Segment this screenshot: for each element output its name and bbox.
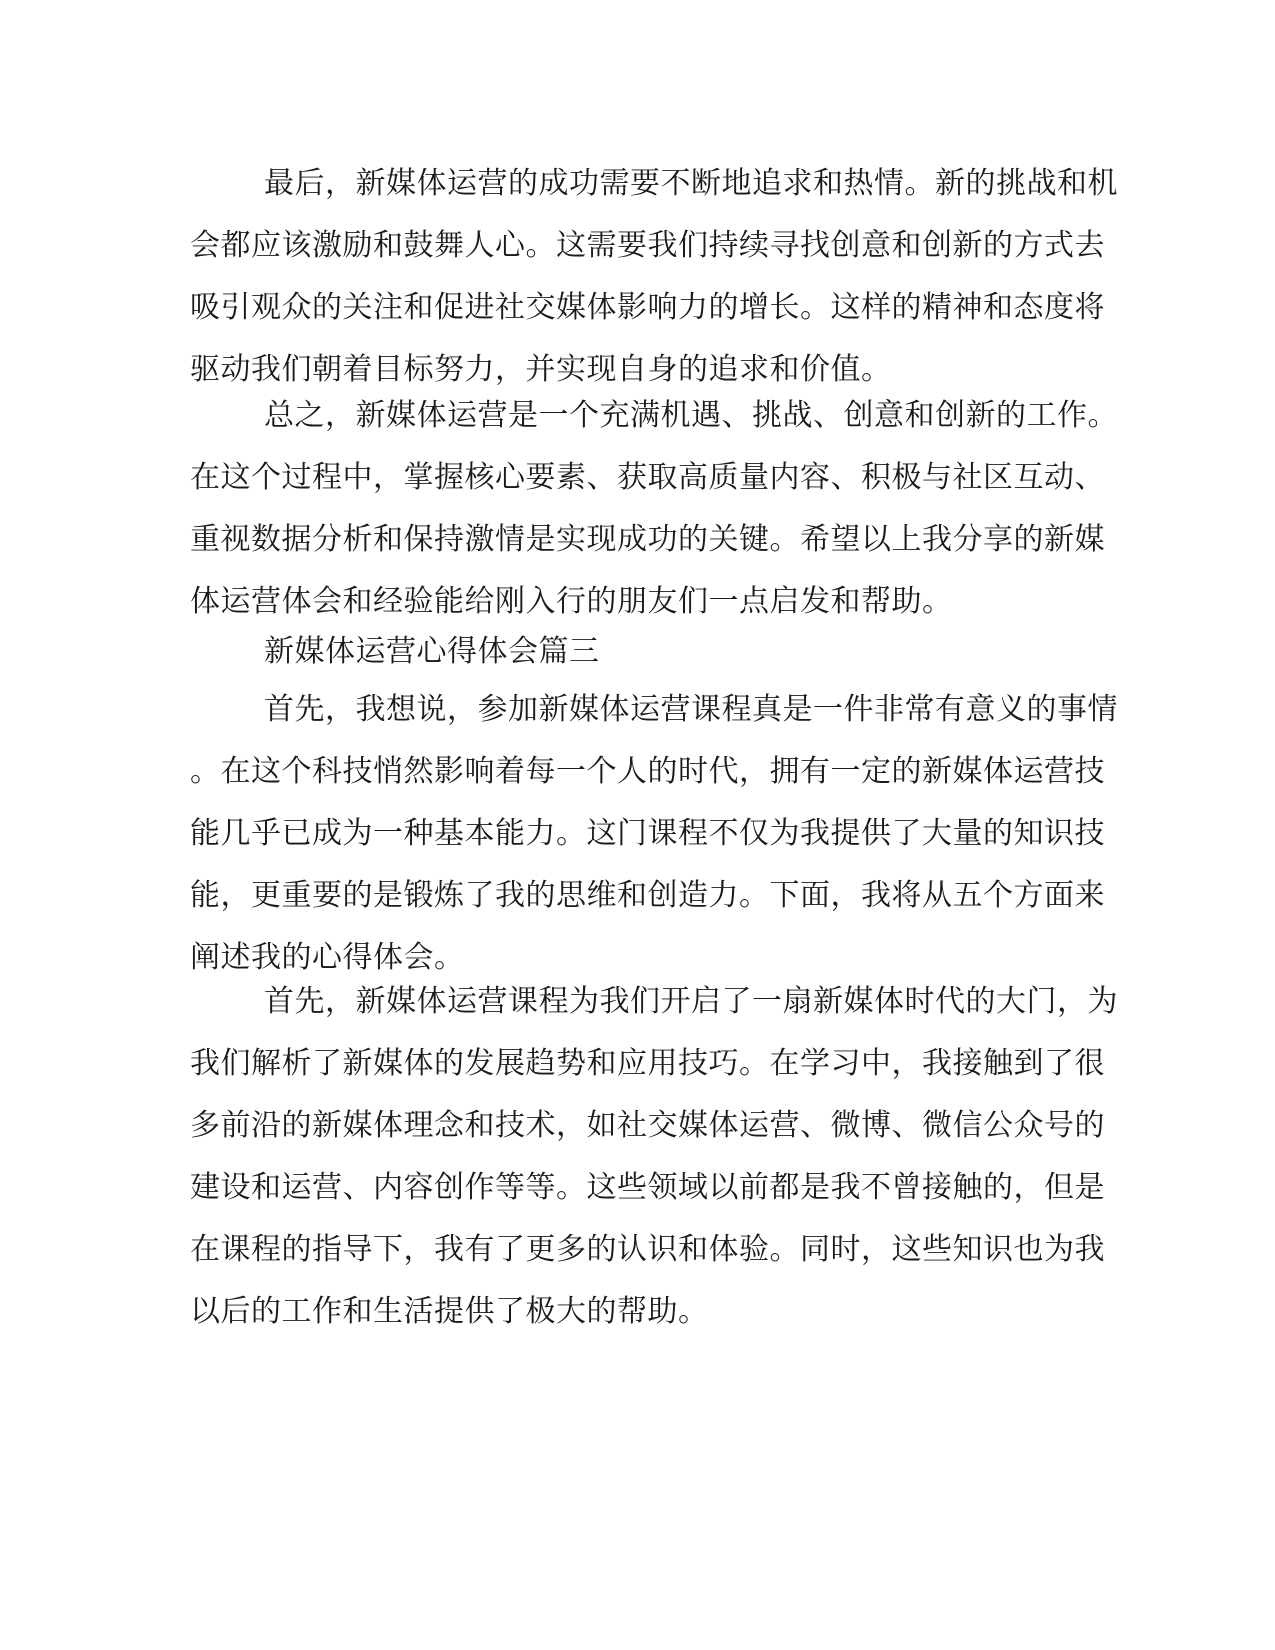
text-line: 首先，新媒体运营课程为我们开启了一扇新媒体时代的大门，为	[264, 984, 1118, 1019]
text-line: 阐述我的心得体会。	[190, 940, 465, 975]
text-line: 建设和运营、内容创作等等。这些领域以前都是我不曾接触的，但是	[190, 1170, 1105, 1205]
text-line: 驱动我们朝着目标努力，并实现自身的追求和价值。	[190, 352, 892, 387]
section-heading	[190, 636, 1070, 698]
text-line: 在这个过程中，掌握核心要素、获取高质量内容、积极与社区互动、	[190, 460, 1105, 495]
section-title: 新媒体运营心得体会篇三	[264, 634, 600, 669]
text-line: 首先，我想说，参加新媒体运营课程真是一件非常有意义的事情	[264, 692, 1118, 727]
text-line: 总之，新媒体运营是一个充满机遇、挑战、创意和创新的工作。	[264, 398, 1118, 433]
text-line: 最后，新媒体运营的成功需要不断地追求和热情。新的挑战和机	[264, 166, 1118, 201]
text-line: 多前沿的新媒体理念和技术，如社交媒体运营、微博、微信公众号的	[190, 1108, 1105, 1143]
text-line: 吸引观众的关注和促进社交媒体影响力的增长。这样的精神和态度将	[190, 290, 1105, 325]
text-line: 会都应该激励和鼓舞人心。这需要我们持续寻找创意和创新的方式去	[190, 228, 1105, 263]
paragraph-course-intro	[190, 692, 1118, 1004]
text-line: 能几乎已成为一种基本能力。这门课程不仅为我提供了大量的知识技	[190, 816, 1105, 851]
text-line: 重视数据分析和保持激情是实现成功的关键。希望以上我分享的新媒	[190, 522, 1105, 557]
text-line: 我们解析了新媒体的发展趋势和应用技巧。在学习中，我接触到了很	[190, 1046, 1105, 1081]
text-line: 在课程的指导下，我有了更多的认识和体验。同时，这些知识也为我	[190, 1232, 1105, 1267]
text-line: 体运营体会和经验能给刚入行的朋友们一点启发和帮助。	[190, 584, 953, 619]
text-line: 能，更重要的是锻炼了我的思维和创造力。下面，我将从五个方面来	[190, 878, 1105, 913]
text-line: 以后的工作和生活提供了极大的帮助。	[190, 1294, 709, 1329]
paragraph-course-benefits	[190, 984, 1118, 1358]
text-line: 。在这个科技悄然影响着每一个人的时代，拥有一定的新媒体运营技	[190, 754, 1105, 789]
paragraph-summary	[190, 398, 1118, 648]
